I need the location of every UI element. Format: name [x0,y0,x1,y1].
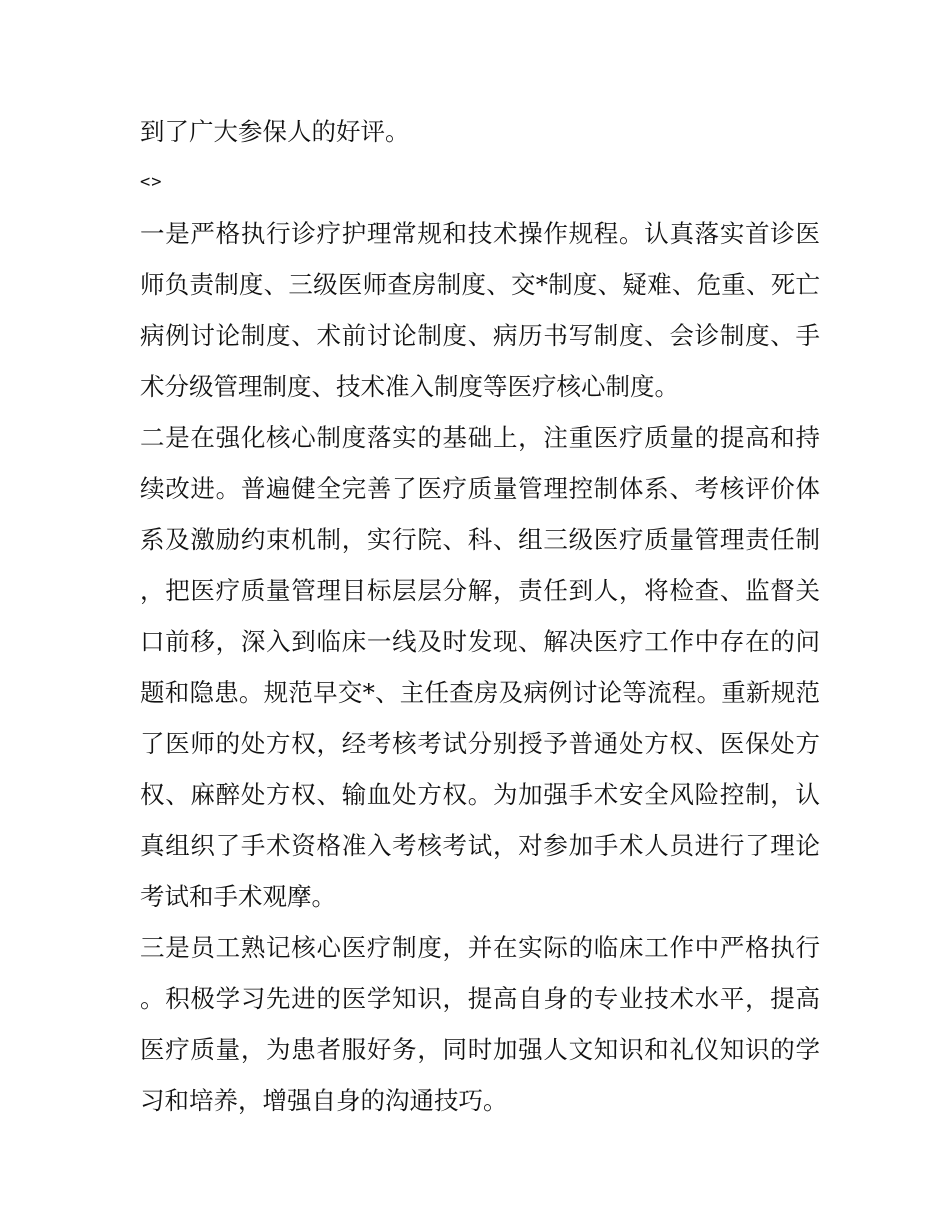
paragraph-second-point: 二是在强化核心制度落实的基础上，注重医疗质量的提高和持续改进。普遍健全完善了医疗质量管理控制体系、考核评价体系及激励约束机制，实行院、科、组三级医疗质量管理责任制，把医疗质量管理目标层层分解，责任到人，将检查、监督关口前移，深入到临床一线及时发现、解决医疗工作中存在的问题和隐患。规范早交*、主任查房及病例讨论等流程。重新规范了医师的处方权，经考核考试分别授予普通处方权、医保处方权、麻醉处方权、输血处方权。为加强手术安全风险控制，认真组织了手术资格准入考核考试，对参加手术人员进行了理论考试和手术观摩。 [140,423,820,911]
paragraph-third-point: 三是员工熟记核心医疗制度，并在实际的临床工作中严格执行。积极学习先进的医学知识，提高自身的专业技术水平，提高医疗质量，为患者服好务，同时加强人文知识和礼仪知识的学习和培养，增强自身的沟通技巧。 [140,933,820,1115]
paragraph-continuation: 到了广大参保人的好评。 [140,117,410,146]
paragraph-first-point: 一是严格执行诊疗护理常规和技术操作规程。认真落实首诊医师负责制度、三级医师查房制度、交*制度、疑难、危重、死亡病例讨论制度、术前讨论制度、病历书写制度、会诊制度、手术分级管理制度、技术准入制度等医疗核心制度。 [140,219,820,401]
document-body [140,106,820,1126]
section-marker: <> [140,172,163,192]
